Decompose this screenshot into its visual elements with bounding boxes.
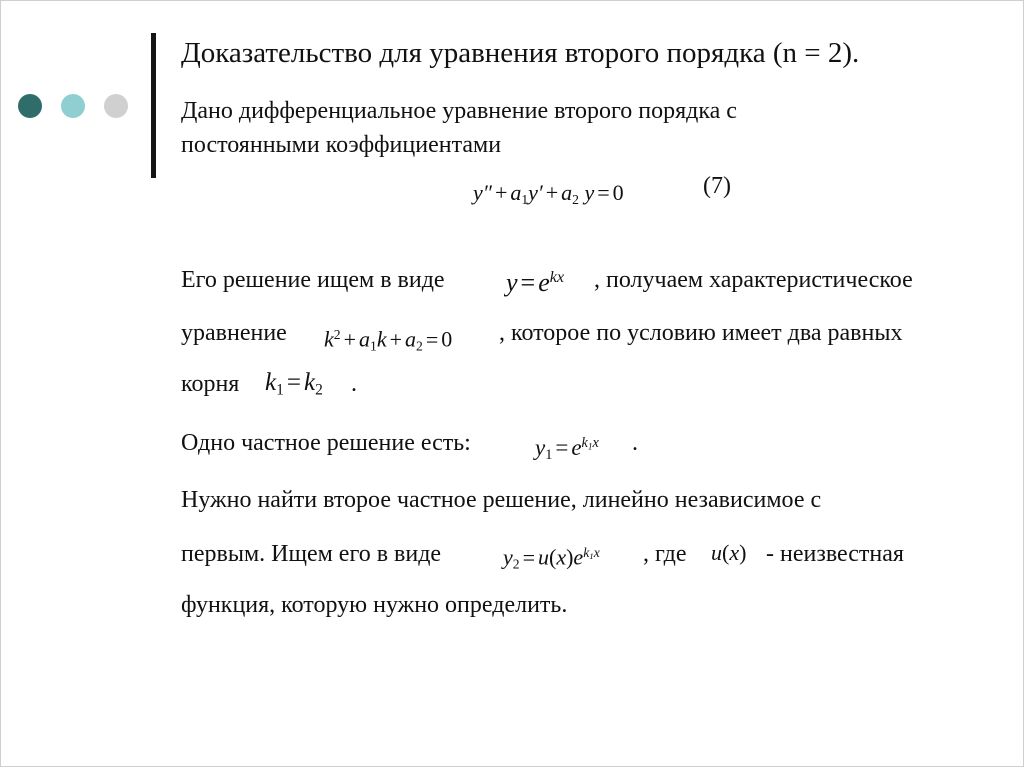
decorative-dot-gray: [104, 94, 128, 118]
slide-title: Доказательство для уравнения второго порядка (n = 2).: [181, 37, 860, 69]
unknown-function-formula: u(x): [711, 540, 747, 565]
need-line-1: Нужно найти второе частное решение, линейно независимое с: [181, 487, 822, 513]
decorative-dot-dark: [18, 94, 42, 118]
solution-line-1-prefix: Его решение ищем в виде: [181, 267, 445, 293]
characteristic-equation: $k^2 + a_1k + a_2 = 0$: [324, 326, 453, 354]
need-line-3: функция, которую нужно определить.: [181, 592, 568, 618]
solution-line-3-prefix: корня: [181, 371, 240, 397]
solution-form-formula: $y = e^{kx}$: [506, 267, 565, 297]
particular-solution-suffix: .: [632, 430, 638, 456]
second-solution-formula: $y_2 = u(x)e^{k1x}$: [503, 544, 600, 572]
solution-line-3-suffix: .: [351, 371, 357, 397]
particular-solution-formula: $y_1 = e^{k1x}$: [535, 434, 599, 464]
particular-solution-prefix: Одно частное решение есть:: [181, 430, 471, 456]
solution-line-2-suffix: , которое по условию имеет два равных: [499, 320, 903, 346]
vertical-accent-bar: [151, 33, 156, 178]
decorative-dot-light: [61, 94, 85, 118]
solution-line-1-suffix: , получаем характеристическое: [594, 267, 913, 293]
solution-line-2-prefix: уравнение: [181, 320, 287, 346]
need-line-2-prefix: первым. Ищем его в виде: [181, 541, 442, 567]
given-line-2: постоянными коэффициентами: [181, 132, 502, 158]
need-line-2-mid: , где: [643, 541, 687, 567]
need-line-2-suffix: - неизвестная: [766, 541, 904, 567]
given-line-1: Дано дифференциальное уравнение второго порядка с: [181, 98, 737, 124]
equal-roots-formula: $k_1 = k_2$: [265, 369, 323, 399]
equation-7: $y'' + a_1y' + a_2$ y = 0: [473, 180, 624, 208]
equation-number: (7): [703, 173, 731, 199]
